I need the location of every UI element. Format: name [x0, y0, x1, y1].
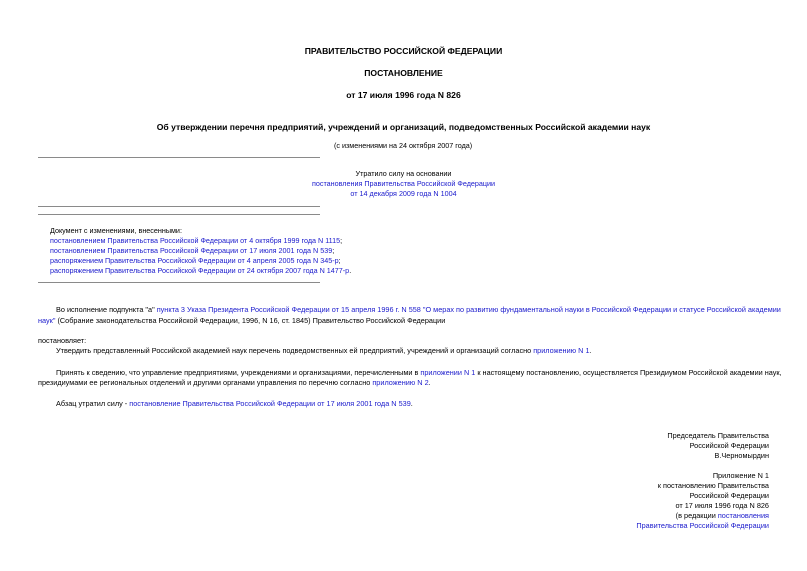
change-link-4[interactable]: распоряжением Правительства Российской Федерации от 24 октября 2007 года N 1477-р — [50, 266, 350, 275]
divider-2 — [38, 206, 320, 207]
signature-line-2: Российской Федерации — [689, 441, 769, 450]
appendix-line-1: Приложение N 1 — [712, 471, 769, 480]
appendix-link-2[interactable]: Правительства Российской Федерации — [636, 521, 769, 530]
appendix-line-4: от 17 июля 1996 года N 826 — [675, 501, 769, 510]
change-item-4 — [50, 266, 351, 276]
document-title: Об утверждении перечня предприятий, учреждений и организаций, подведомственных Российской академии наук — [156, 122, 651, 132]
decrees-word: постановляет: — [38, 336, 87, 345]
para1-end: . — [589, 346, 592, 355]
para2-end: . — [428, 378, 431, 387]
para2-text-2: к настоящему постановлению, осуществляется Президиумом Российской академии наук, — [475, 368, 782, 377]
divider-3 — [38, 214, 320, 215]
document-date-number: от 17 июля 1996 года N 826 — [346, 90, 461, 100]
changes-block — [50, 226, 351, 276]
expired-link-1[interactable]: постановления Правительства Российской Федерации — [311, 179, 496, 188]
intro-line-1 — [56, 305, 781, 315]
para3-link[interactable]: постановление Правительства Российской Федерации от 17 июля 2001 года N 539 — [129, 399, 411, 408]
para2-text-3: президиумами ее региональных отделений и другими органами управления по перечню согласно — [38, 378, 373, 387]
change-suffix-2: ; — [332, 246, 335, 255]
government-name: ПРАВИТЕЛЬСТВО РОССИЙСКОЙ ФЕДЕРАЦИИ — [304, 46, 503, 56]
change-item-2 — [50, 246, 351, 256]
changes-heading: Документ с изменениями, внесенными: — [50, 226, 182, 235]
intro-line-2 — [38, 316, 445, 326]
change-link-1[interactable]: постановлением Правительства Российской Федерации от 4 октября 1999 года N 1115 — [50, 236, 341, 245]
expired-link-2[interactable]: от 14 декабря 2009 года N 1004 — [350, 189, 457, 198]
appendix-line-2: к постановлению Правительства — [657, 481, 769, 490]
intro-text-1: Во исполнение подпункта "а" — [56, 305, 157, 314]
expired-notice — [0, 169, 807, 199]
para3-text: Абзац утратил силу - — [56, 399, 130, 408]
intro-link-1b[interactable]: наук" — [38, 316, 56, 325]
change-link-2[interactable]: постановлением Правительства Российской Федерации от 17 июля 2001 года N 539 — [50, 246, 333, 255]
expired-line-1: Утратило силу на основании — [355, 169, 452, 178]
paragraph-2-line-1 — [56, 368, 782, 378]
para1-text: Утвердить представленный Российской академией наук перечень подведомственных ей предприятий, учреждений и организаций согласно — [56, 346, 534, 355]
appendix-line-5 — [636, 511, 769, 521]
change-item-3 — [50, 256, 351, 266]
divider-1 — [38, 157, 320, 158]
change-item-1 — [50, 236, 351, 246]
paragraph-3 — [56, 399, 413, 409]
appendix-line-5-text: (в редакции — [675, 511, 718, 520]
change-suffix-4: . — [349, 266, 352, 275]
intro-link-1[interactable]: пункта 3 Указа Президента Российской Федерации от 15 апреля 1996 г. N 558 "О мерах по развитию фундаментальной науки в Российской Федерации и статусе Российской академии — [156, 305, 781, 314]
document-type: ПОСТАНОВЛЕНИЕ — [364, 68, 443, 78]
change-suffix-3: ; — [338, 256, 341, 265]
para3-end: . — [410, 399, 413, 408]
signature-line-1: Председатель Правительства — [667, 431, 769, 440]
signature-block — [667, 431, 769, 461]
appendix-block — [636, 471, 769, 531]
change-suffix-1: ; — [340, 236, 343, 245]
paragraph-1 — [56, 346, 592, 356]
para2-link-1[interactable]: приложении N 1 — [420, 368, 476, 377]
appendix-link-1[interactable]: постановления — [717, 511, 769, 520]
intro-text-2: (Собрание законодательства Российской Федерации, 1996, N 16, ст. 1845) Правительство Российской Федерации — [55, 316, 446, 325]
signature-line-3: В.Черномырдин — [714, 451, 769, 460]
paragraph-2-line-2 — [38, 378, 431, 388]
amendment-note: (с изменениями на 24 октября 2007 года) — [334, 141, 473, 150]
change-link-3[interactable]: распоряжением Правительства Российской Федерации от 4 апреля 2005 года N 345-р — [50, 256, 339, 265]
para1-link[interactable]: приложению N 1 — [533, 346, 590, 355]
divider-4 — [38, 282, 320, 283]
appendix-line-3: Российской Федерации — [689, 491, 769, 500]
para2-text: Принять к сведению, что управление предприятиями, учреждениями и организациями, перечисленными в — [56, 368, 421, 377]
para2-link-2[interactable]: приложению N 2 — [372, 378, 429, 387]
